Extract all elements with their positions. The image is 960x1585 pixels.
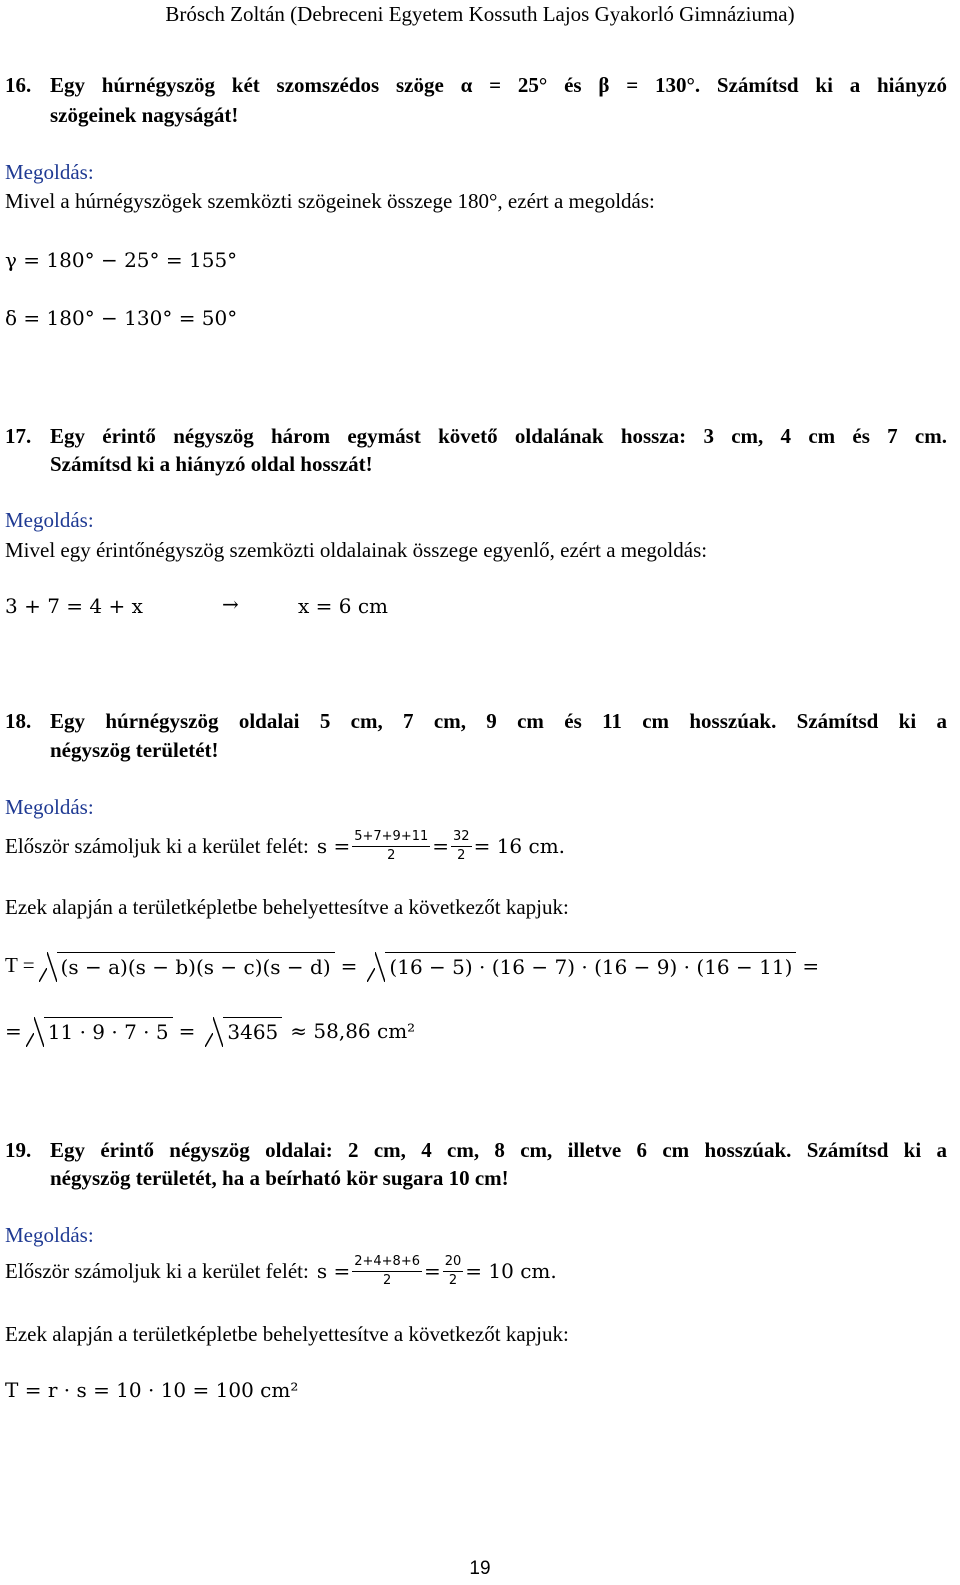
problem-17-number: 17. — [5, 424, 32, 448]
fraction-numerator: 20 — [443, 1253, 464, 1272]
solution-label-18: Megoldás: — [5, 795, 94, 819]
problem-19-statement-line2: négyszög területét, ha a beírható kör sugara 10 cm! — [50, 1166, 509, 1190]
problem-19-number: 19. — [5, 1138, 32, 1162]
problem-18-number: 18. — [5, 709, 32, 733]
equation-delta: δ = 180° − 130° = 50° — [5, 306, 238, 330]
solution-label-17: Megoldás: — [5, 508, 94, 532]
equation-x-result: x = 6 cm — [298, 594, 388, 618]
page-header: Brósch Zoltán (Debreceni Egyetem Kossuth Lajos Gyakorló Gimnáziuma) — [165, 2, 795, 26]
equals-sign-end: = — [802, 953, 820, 978]
solution-label-16: Megoldás: — [5, 160, 94, 184]
fraction-denominator: 2 — [448, 1272, 458, 1288]
semi-perimeter-result: = 10 cm. — [465, 1259, 557, 1283]
solution-16-text: Mivel a húrnégyszögek szemközti szögeinek összege 180°, ezért a megoldás: — [5, 189, 655, 213]
problem-18-statement-line2: négyszög területét! — [50, 738, 219, 762]
problem-19-statement-line1: Egy érintő négyszög oldalai: 2 cm, 4 cm, 8 cm, illetve 6 cm hosszúak. Számítsd ki a — [50, 1138, 947, 1162]
solution-19-text2: Ezek alapján a területképletbe behelyettesítve a következőt kapjuk: — [5, 1322, 569, 1346]
substituted-root: (16 − 5) · (16 − 7) · (16 − 9) · (16 − 11) — [385, 952, 796, 979]
page-number: 19 — [469, 1558, 491, 1579]
fraction-denominator: 2 — [457, 847, 466, 863]
solution-17-text: Mivel egy érintőnégyszög szemközti oldalainak összege egyenlő, ezért a megoldás: — [5, 538, 708, 562]
sum-fraction — [352, 828, 430, 865]
s-lhs: s = — [316, 1259, 351, 1283]
area-lhs: T = — [5, 953, 35, 977]
fraction-denominator: 2 — [387, 847, 396, 863]
s-lhs: s = — [316, 834, 351, 858]
semi-perimeter-result: = 16 cm. — [473, 834, 566, 858]
solution-18-text2: Ezek alapján a területképletbe behelyettesítve a következőt kapjuk: — [5, 895, 569, 919]
total-fraction — [451, 828, 472, 865]
problem-18-statement-line1: Egy húrnégyszög oldalai 5 cm, 7 cm, 9 cm és 11 cm hosszúak. Számítsd ki a — [50, 709, 947, 733]
area-formula-line1 — [5, 952, 819, 979]
fraction-numerator: 5+7+9+11 — [352, 828, 430, 847]
fraction-numerator: 2+4+8+6 — [352, 1253, 422, 1272]
fraction-numerator: 32 — [451, 828, 472, 847]
semi-perimeter-line-19 — [5, 1247, 557, 1295]
sum-fraction — [352, 1253, 422, 1290]
semi-perimeter-text: Először számoljuk ki a kerület felét: — [5, 833, 309, 858]
semi-perimeter-line-18 — [5, 822, 565, 870]
equals-sign: = — [178, 1018, 196, 1043]
equals-sign: = — [340, 953, 358, 978]
problem-16-number: 16. — [5, 73, 32, 97]
equation-gamma: γ = 180° − 25° = 155° — [5, 248, 238, 272]
equals-sign: = — [423, 1259, 441, 1283]
value-root: 3465 — [223, 1017, 282, 1044]
equals-sign: = — [5, 1018, 22, 1043]
area-formula-tangential: T = r · s = 10 · 10 = 100 cm² — [5, 1378, 299, 1402]
fraction-denominator: 2 — [382, 1272, 392, 1288]
area-formula-line2 — [5, 1017, 415, 1044]
implies-arrow: → — [222, 592, 239, 616]
brahmagupta-root: (s − a)(s − b)(s − c)(s − d) — [57, 952, 335, 979]
total-fraction — [443, 1253, 464, 1290]
problem-17-statement-line2: Számítsd ki a hiányzó oldal hosszát! — [50, 452, 373, 476]
semi-perimeter-text: Először számoljuk ki a kerület felét: — [5, 1258, 309, 1283]
problem-16-statement-line2: szögeinek nagyságát! — [50, 103, 239, 127]
solution-label-19: Megoldás: — [5, 1223, 94, 1247]
problem-16-statement-line1: Egy húrnégyszög két szomszédos szöge α = 25° és β = 130°. Számítsd ki a hiányzó — [50, 73, 947, 97]
equals-sign: = — [432, 834, 450, 858]
area-result: ≈ 58,86 cm² — [290, 1018, 416, 1043]
product-root: 11 · 9 · 7 · 5 — [44, 1017, 173, 1044]
equation-tangential-sum: 3 + 7 = 4 + x — [5, 594, 143, 618]
problem-17-statement-line1: Egy érintő négyszög három egymást követő oldalának hossza: 3 cm, 4 cm és 7 cm. — [50, 424, 947, 448]
